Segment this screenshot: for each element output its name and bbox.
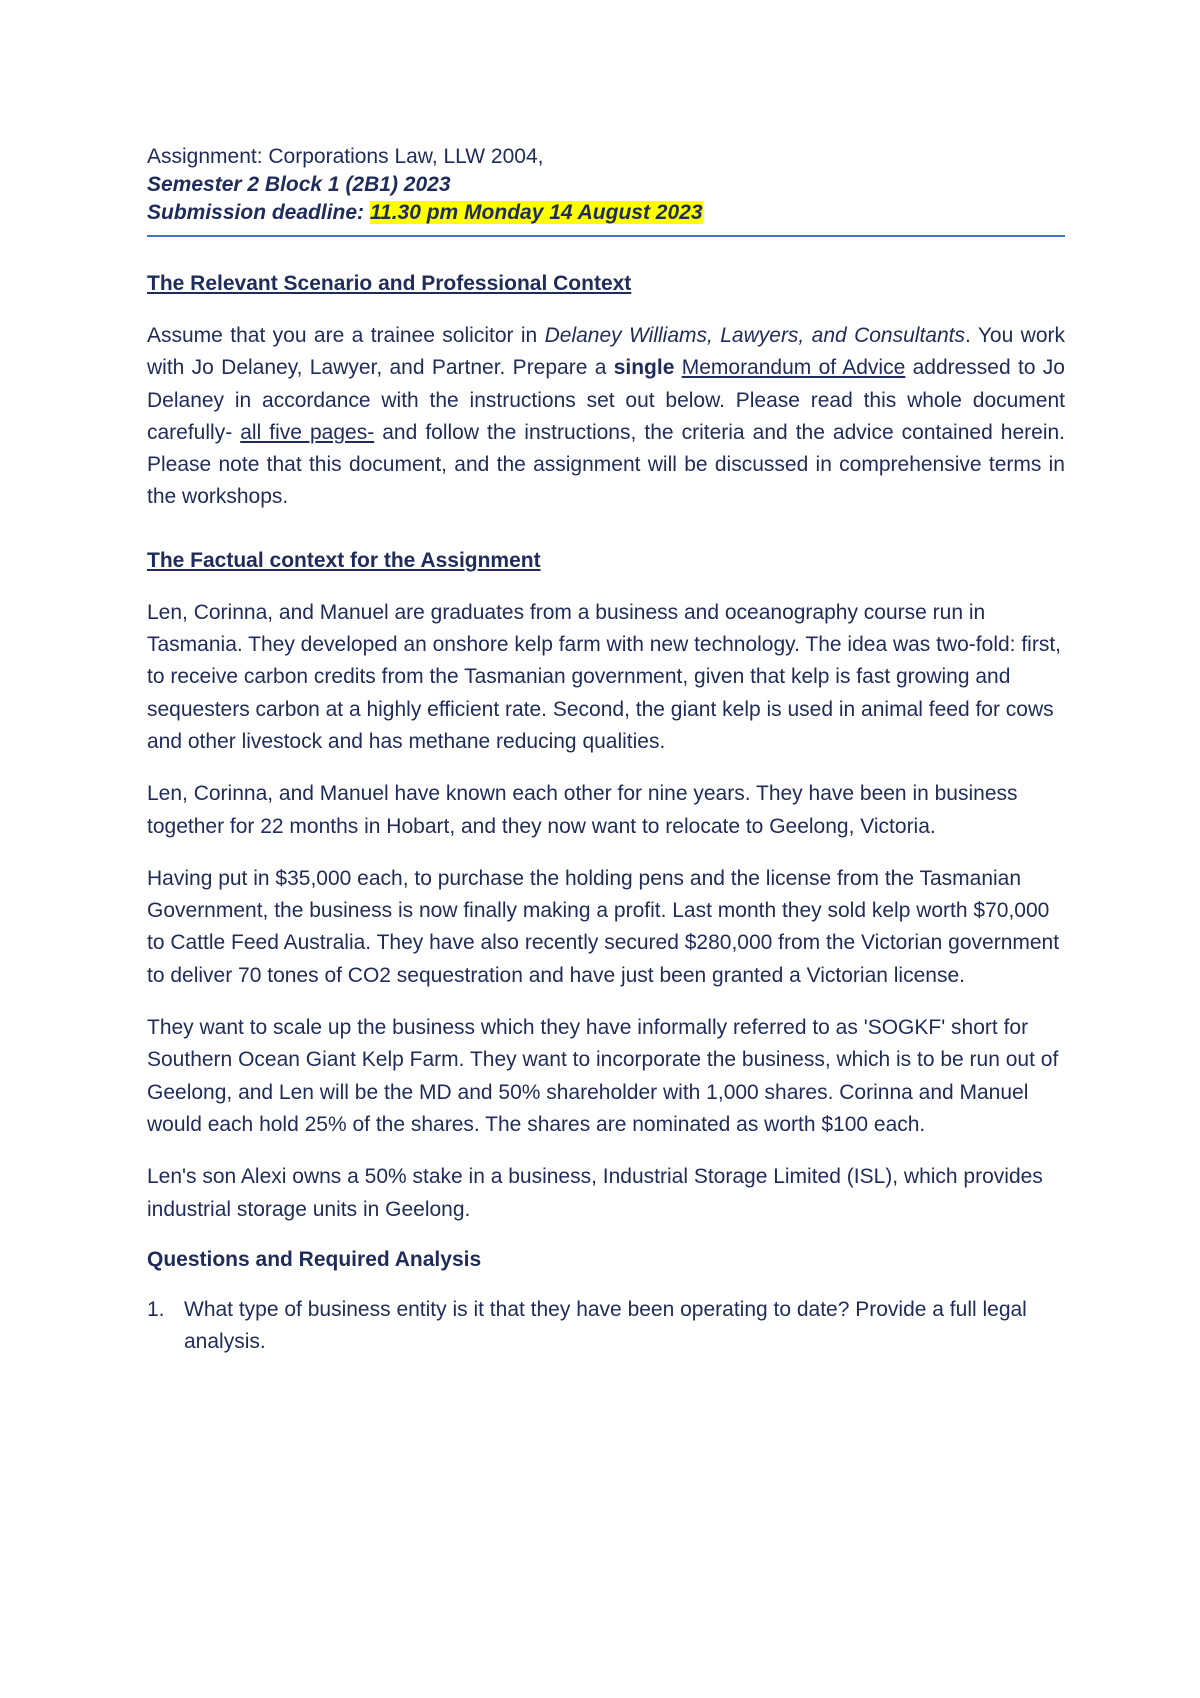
factual-paragraph-5: Len's son Alexi owns a 50% stake in a business, Industrial Storage Limited (ISL), which provides industrial storage units in Geelong.: [147, 1165, 1043, 1221]
document-content: [147, 143, 1065, 1358]
scenario-text-a: Assume that you are a trainee solicitor in: [147, 324, 545, 347]
scenario-heading: The Relevant Scenario and Professional Context: [147, 272, 632, 295]
pages-underlined: all five pages-: [240, 420, 375, 444]
scenario-text-b: . You work with Jo Delaney, Lawyer, and Partner. Prepare a: [147, 324, 1065, 380]
list-text: What type of business entity is it that they have been operating to date? Provide a full legal analysis.: [184, 1297, 1027, 1353]
factual-paragraph-3: Having put in $35,000 each, to purchase the holding pens and the license from the Tasmanian Government, the business is now finally making a profit. Last month they sold kelp worth $70,000 to Cattle Feed Australia. They have also recently secured $280,000 from the Victorian government to deliver 70 tones of CO2 sequestration and have just been granted a Victorian license.: [147, 866, 1060, 987]
scenario-text-c: addressed to Jo Delaney in accordance with the instructions set out below. Please read this whole document carefully-: [147, 356, 1065, 444]
deadline-line: [147, 199, 1065, 227]
list-item: [147, 1294, 1065, 1358]
deadline-label: Submission deadline:: [147, 201, 365, 224]
semester-line: Semester 2 Block 1 (2B1) 2023: [147, 173, 451, 196]
firm-name: Delaney Williams, Lawyers, and Consultants: [544, 324, 965, 347]
single-emphasis: single: [613, 356, 675, 380]
deadline-value: 11.30 pm Monday 14 August 2023: [369, 201, 703, 224]
questions-heading: Questions and Required Analysis: [147, 1247, 482, 1271]
scenario-text-d: and follow the instructions, the criteria and the advice contained herein. Please note that this document, and the assignment will be discussed in comprehensive terms in the workshops.: [147, 420, 1065, 509]
header-divider: [147, 235, 1065, 237]
factual-paragraph-4: They want to scale up the business which they have informally referred to as 'SOGKF' short for Southern Ocean Giant Kelp Farm. They want to incorporate the business, which is to be run out of Geelong, and Len will be the MD and 50% shareholder with 1,000 shares. Corinna and Manuel would each hold 25% of the shares. The shares are nominated as worth $100 each.: [147, 1016, 1059, 1136]
list-number: 1.: [147, 1297, 165, 1321]
factual-heading: The Factual context for the Assignment: [147, 548, 541, 572]
memo-underlined: Memorandum of Advice: [681, 356, 906, 380]
factual-paragraph-2: Len, Corinna, and Manuel have known each other for nine years. They have been in business together for 22 months in Hobart, and they now want to relocate to Geelong, Victoria.: [147, 782, 1018, 838]
scenario-paragraph: [147, 320, 1065, 514]
assignment-title: Assignment: Corporations Law, LLW 2004,: [147, 145, 544, 168]
factual-paragraph-1: Len, Corinna, and Manuel are graduates from a business and oceanography course run in Tasmania. They developed an onshore kelp farm with new technology. The idea was two-fold: first, to receive carbon credits from the Tasmanian government, given that kelp is fast growing and sequesters carbon at a highly efficient rate. Second, the giant kelp is used in animal feed for cows and other livestock and has methane reducing qualities.: [147, 600, 1061, 753]
